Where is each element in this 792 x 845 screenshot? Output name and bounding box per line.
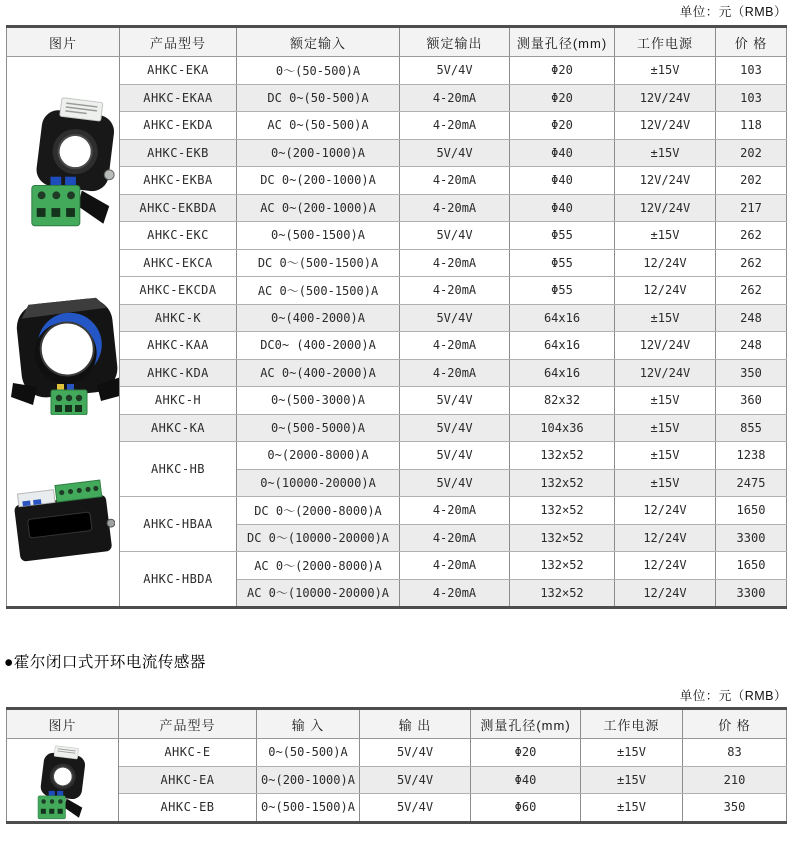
model-cell: AHKC-EA xyxy=(119,766,257,794)
input-cell: 0~(500-5000)A xyxy=(237,414,400,442)
aperture-cell: 132x52 xyxy=(510,469,615,497)
output-cell: 5V/4V xyxy=(400,387,510,415)
price-cell: 210 xyxy=(683,766,787,794)
product-photo-busbar-sensor xyxy=(13,477,115,569)
output-cell: 4-20mA xyxy=(400,524,510,552)
power-cell: ±15V xyxy=(615,139,716,167)
table-row xyxy=(7,84,787,112)
input-cell: AC 0～(2000-8000)A xyxy=(237,552,400,580)
output-cell: 5V/4V xyxy=(360,794,471,823)
power-cell: 12V/24V xyxy=(615,359,716,387)
aperture-cell: 64x16 xyxy=(510,359,615,387)
input-cell: 0~(10000-20000)A xyxy=(237,469,400,497)
model-cell-merged: AHKC-HBAA xyxy=(120,497,237,552)
product-photo-split-core-large xyxy=(11,287,120,415)
input-cell: DC0~ (400-2000)A xyxy=(237,332,400,360)
sensor-spec-table-2 xyxy=(6,707,787,824)
power-cell: ±15V xyxy=(615,442,716,470)
output-cell: 4-20mA xyxy=(400,194,510,222)
power-cell: ±15V xyxy=(615,387,716,415)
table-row xyxy=(7,249,787,277)
model-cell: AHKC-EKC xyxy=(120,222,237,250)
table-row xyxy=(7,139,787,167)
input-cell: 0~(500-1500)A xyxy=(237,222,400,250)
product-photo-closed-core xyxy=(33,743,89,822)
col-header-price: 价 格 xyxy=(683,709,787,739)
table2-header-row xyxy=(7,709,787,739)
table-row xyxy=(7,442,787,470)
output-cell: 4-20mA xyxy=(400,497,510,525)
aperture-cell: 64x16 xyxy=(510,304,615,332)
table-row xyxy=(7,304,787,332)
model-cell: AHKC-EKBDA xyxy=(120,194,237,222)
aperture-cell: Φ20 xyxy=(510,57,615,85)
model-cell: AHKC-K xyxy=(120,304,237,332)
col-header-price: 价 格 xyxy=(716,27,787,57)
price-cell: 202 xyxy=(716,139,787,167)
power-cell: ±15V xyxy=(615,469,716,497)
output-cell: 5V/4V xyxy=(400,57,510,85)
aperture-cell: Φ40 xyxy=(510,194,615,222)
power-cell: 12/24V xyxy=(615,277,716,305)
col-header-aperture: 测量孔径(mm) xyxy=(510,27,615,57)
input-cell: DC 0～(10000-20000)A xyxy=(237,524,400,552)
table-row xyxy=(7,794,787,823)
price-cell: 360 xyxy=(716,387,787,415)
input-cell: AC 0～(10000-20000)A xyxy=(237,579,400,608)
input-cell: AC 0～(500-1500)A xyxy=(237,277,400,305)
aperture-cell: Φ40 xyxy=(510,167,615,195)
product-photo-split-core-small xyxy=(23,93,120,233)
output-cell: 4-20mA xyxy=(400,112,510,140)
power-cell: 12/24V xyxy=(615,552,716,580)
power-cell: ±15V xyxy=(615,414,716,442)
price-cell: 350 xyxy=(683,794,787,823)
price-cell: 262 xyxy=(716,222,787,250)
input-cell: 0~(400-2000)A xyxy=(237,304,400,332)
model-cell: AHKC-EKA xyxy=(120,57,237,85)
col-header-power: 工作电源 xyxy=(615,27,716,57)
table-row xyxy=(7,57,787,85)
aperture-cell: Φ40 xyxy=(510,139,615,167)
price-cell: 262 xyxy=(716,249,787,277)
output-cell: 5V/4V xyxy=(400,442,510,470)
price-cell: 3300 xyxy=(716,579,787,608)
unit-label-top: 单位：元（RMB） xyxy=(679,5,787,19)
power-cell: ±15V xyxy=(581,739,683,767)
table1-header-row xyxy=(7,27,787,57)
power-cell: 12V/24V xyxy=(615,167,716,195)
output-cell: 5V/4V xyxy=(400,414,510,442)
model-cell: AHKC-EKCA xyxy=(120,249,237,277)
output-cell: 5V/4V xyxy=(360,739,471,767)
power-cell: 12V/24V xyxy=(615,84,716,112)
input-cell: 0~(500-1500)A xyxy=(257,794,360,823)
col-header-rated-input: 额定输入 xyxy=(237,27,400,57)
table-row xyxy=(7,552,787,580)
table-row xyxy=(7,414,787,442)
power-cell: ±15V xyxy=(615,222,716,250)
output-cell: 4-20mA xyxy=(400,84,510,112)
power-cell: ±15V xyxy=(615,57,716,85)
model-cell: AHKC-EB xyxy=(119,794,257,823)
col-header-model: 产品型号 xyxy=(119,709,257,739)
aperture-cell: Φ20 xyxy=(510,112,615,140)
aperture-cell: Φ55 xyxy=(510,277,615,305)
table-row xyxy=(7,497,787,525)
aperture-cell: Φ20 xyxy=(510,84,615,112)
aperture-cell: Φ20 xyxy=(471,739,581,767)
input-cell: 0~(50-500)A xyxy=(257,739,360,767)
col-header-aperture: 测量孔径(mm) xyxy=(471,709,581,739)
model-cell: AHKC-H xyxy=(120,387,237,415)
aperture-cell: 132×52 xyxy=(510,524,615,552)
model-cell: AHKC-EKCDA xyxy=(120,277,237,305)
table-row xyxy=(7,739,787,767)
power-cell: 12/24V xyxy=(615,497,716,525)
table-row xyxy=(7,277,787,305)
table-row xyxy=(7,112,787,140)
price-cell: 103 xyxy=(716,84,787,112)
col-header-power: 工作电源 xyxy=(581,709,683,739)
price-cell: 2475 xyxy=(716,469,787,497)
model-cell: AHKC-EKBA xyxy=(120,167,237,195)
power-cell: ±15V xyxy=(615,304,716,332)
input-cell: 0～(50-500)A xyxy=(237,57,400,85)
output-cell: 4-20mA xyxy=(400,552,510,580)
power-cell: ±15V xyxy=(581,766,683,794)
table-row xyxy=(7,766,787,794)
section-title-closed-core: ●霍尔闭口式开环电流传感器 xyxy=(4,654,206,671)
output-cell: 5V/4V xyxy=(400,222,510,250)
model-cell-merged: AHKC-HBDA xyxy=(120,552,237,608)
aperture-cell: 64x16 xyxy=(510,332,615,360)
output-cell: 5V/4V xyxy=(400,469,510,497)
input-cell: DC 0~(50-500)A xyxy=(237,84,400,112)
price-cell: 248 xyxy=(716,304,787,332)
col-header-output: 输 出 xyxy=(360,709,471,739)
table-row xyxy=(7,167,787,195)
aperture-cell: 132×52 xyxy=(510,552,615,580)
model-cell: AHKC-EKAA xyxy=(120,84,237,112)
price-cell: 350 xyxy=(716,359,787,387)
model-cell: AHKC-E xyxy=(119,739,257,767)
col-header-rated-output: 额定输出 xyxy=(400,27,510,57)
input-cell: 0~(500-3000)A xyxy=(237,387,400,415)
model-cell: AHKC-KA xyxy=(120,414,237,442)
table-row xyxy=(7,387,787,415)
aperture-cell: 104x36 xyxy=(510,414,615,442)
price-cell: 3300 xyxy=(716,524,787,552)
power-cell: 12V/24V xyxy=(615,332,716,360)
aperture-cell: Φ55 xyxy=(510,222,615,250)
price-cell: 103 xyxy=(716,57,787,85)
table-row xyxy=(7,194,787,222)
input-cell: DC 0～(500-1500)A xyxy=(237,249,400,277)
power-cell: 12/24V xyxy=(615,524,716,552)
price-cell: 202 xyxy=(716,167,787,195)
input-cell: AC 0~(200-1000)A xyxy=(237,194,400,222)
power-cell: 12V/24V xyxy=(615,112,716,140)
col-header-picture: 图片 xyxy=(7,27,120,57)
model-cell-merged: AHKC-HB xyxy=(120,442,237,497)
input-cell: DC 0～(2000-8000)A xyxy=(237,497,400,525)
model-cell: AHKC-KAA xyxy=(120,332,237,360)
unit-label-table2: 单位：元（RMB） xyxy=(679,689,787,703)
aperture-cell: 82x32 xyxy=(510,387,615,415)
model-cell: AHKC-EKDA xyxy=(120,112,237,140)
input-cell: DC 0~(200-1000)A xyxy=(237,167,400,195)
output-cell: 4-20mA xyxy=(400,332,510,360)
col-header-input: 输 入 xyxy=(257,709,360,739)
price-cell: 1650 xyxy=(716,497,787,525)
price-cell: 83 xyxy=(683,739,787,767)
table-row xyxy=(7,359,787,387)
price-cell: 1650 xyxy=(716,552,787,580)
output-cell: 5V/4V xyxy=(400,304,510,332)
output-cell: 5V/4V xyxy=(400,139,510,167)
aperture-cell: Φ40 xyxy=(471,766,581,794)
aperture-cell: 132×52 xyxy=(510,579,615,608)
price-cell: 248 xyxy=(716,332,787,360)
col-header-picture: 图片 xyxy=(7,709,119,739)
col-header-model: 产品型号 xyxy=(120,27,237,57)
output-cell: 4-20mA xyxy=(400,359,510,387)
power-cell: 12/24V xyxy=(615,249,716,277)
input-cell: AC 0~(400-2000)A xyxy=(237,359,400,387)
output-cell: 5V/4V xyxy=(360,766,471,794)
power-cell: 12V/24V xyxy=(615,194,716,222)
input-cell: 0~(200-1000)A xyxy=(257,766,360,794)
aperture-cell: Φ55 xyxy=(510,249,615,277)
model-cell: AHKC-EKB xyxy=(120,139,237,167)
output-cell: 4-20mA xyxy=(400,277,510,305)
power-cell: ±15V xyxy=(581,794,683,823)
power-cell: 12/24V xyxy=(615,579,716,608)
model-cell: AHKC-KDA xyxy=(120,359,237,387)
input-cell: 0~(200-1000)A xyxy=(237,139,400,167)
aperture-cell: 132x52 xyxy=(510,442,615,470)
output-cell: 4-20mA xyxy=(400,579,510,608)
price-cell: 217 xyxy=(716,194,787,222)
price-cell: 118 xyxy=(716,112,787,140)
product-photo-cell xyxy=(7,57,120,608)
output-cell: 4-20mA xyxy=(400,249,510,277)
aperture-cell: Φ60 xyxy=(471,794,581,823)
table-row xyxy=(7,332,787,360)
price-cell: 1238 xyxy=(716,442,787,470)
aperture-cell: 132×52 xyxy=(510,497,615,525)
input-cell: AC 0~(50-500)A xyxy=(237,112,400,140)
price-cell: 855 xyxy=(716,414,787,442)
product-photo-cell xyxy=(7,739,119,823)
sensor-spec-table-1 xyxy=(6,25,787,609)
price-cell: 262 xyxy=(716,277,787,305)
table-row xyxy=(7,222,787,250)
input-cell: 0~(2000-8000)A xyxy=(237,442,400,470)
output-cell: 4-20mA xyxy=(400,167,510,195)
